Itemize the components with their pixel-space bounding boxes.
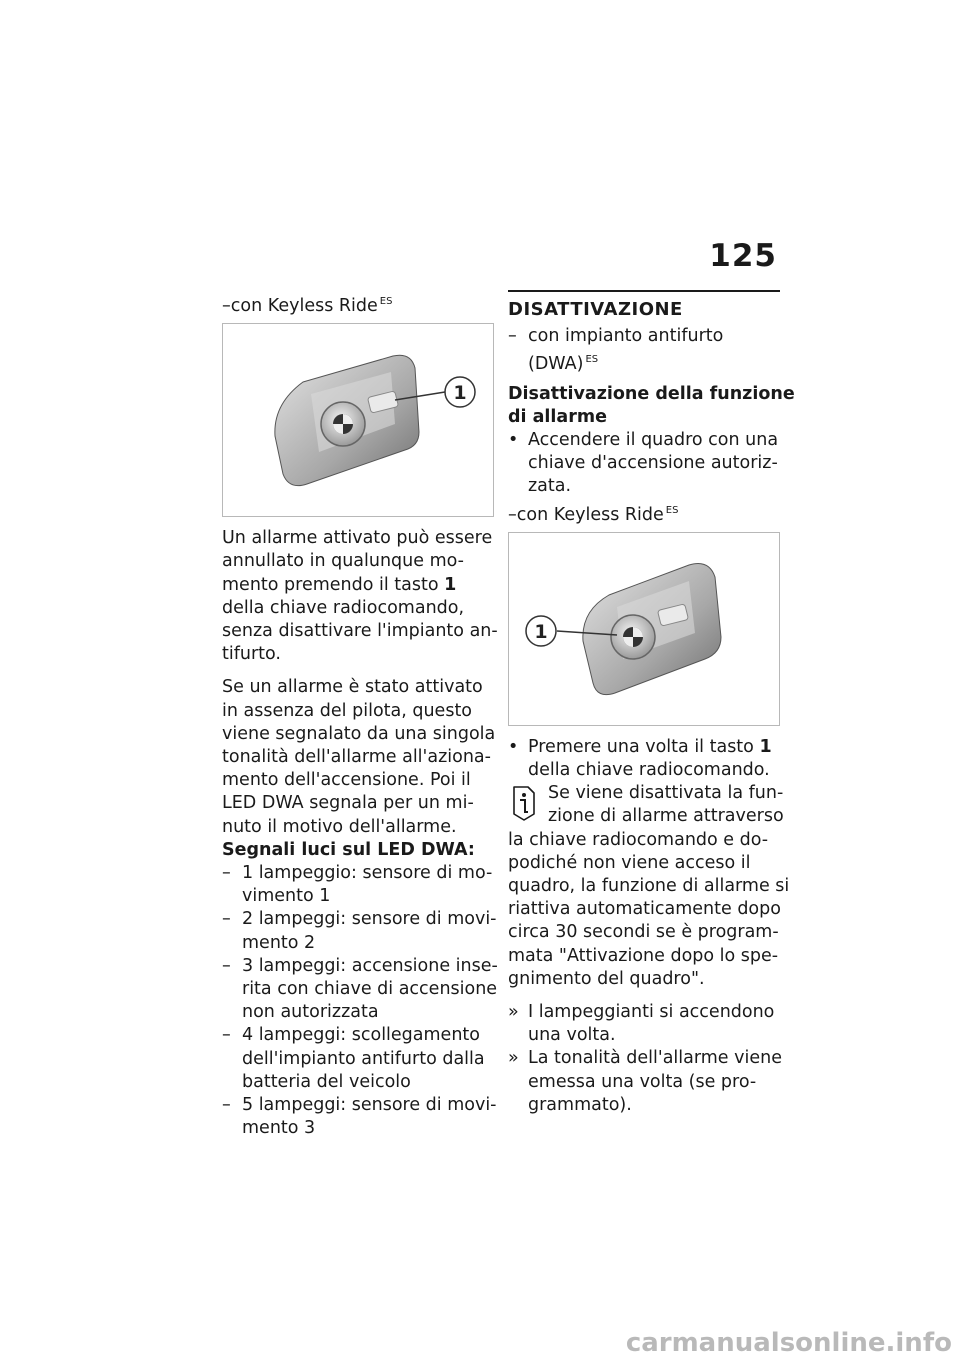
info-note: Se viene disattivata la fun- zione di allarme attraverso la chiave radiocomando e do- podiché non viene acceso il quadro, la funzione di allarme si riattiva automaticamente dopo circa 30 secondi se è program- mata "Attivazione dopo lo spe- gnimento del quadro". xyxy=(508,783,790,989)
list-item: – 5 lampeggi: sensore di movi- mento 3 xyxy=(222,1095,497,1139)
right-column xyxy=(508,290,795,1117)
result-list xyxy=(508,1001,780,1117)
subheading: Disattivazione della funzione di allarme xyxy=(508,383,795,427)
list-item: – 4 lampeggi: scollegamento dell'impianto antifurto dalla batteria del veicolo xyxy=(222,1025,485,1092)
info-icon xyxy=(510,784,538,822)
step-ignition: • Accendere il quadro con una chiave d'accensione autoriz- zata. xyxy=(508,430,779,497)
callout-1-label: 1 xyxy=(453,382,467,405)
list-item: – 1 lampeggio: sensore di mo- vimento 1 xyxy=(222,863,493,907)
callout-1-label: 1 xyxy=(534,620,548,643)
page-number: 125 xyxy=(709,238,777,274)
keyless-condition-right: –con Keyless Ride $^{ES}$ xyxy=(508,504,679,525)
button-ref-1: 1 xyxy=(759,736,772,757)
led-signals-heading: Segnali luci sul LED DWA: xyxy=(222,839,475,860)
list-item: » La tonalità dell'allarme viene emessa una volta (se pro- grammato). xyxy=(508,1048,782,1115)
list-item: – 2 lampeggi: sensore di movi- mento 2 xyxy=(222,909,497,953)
para-cancel-alarm: Un allarme attivato può essere annullato in qualunque mo- mento premendo il tasto 1 della chiave radiocomando, senza disattivare l'impianto an- tifurto. xyxy=(222,528,498,665)
list-item: – 3 lampeggi: accensione inse- rita con chiave di accensione non autorizzata xyxy=(222,955,498,1023)
step-press-button: • Premere una volta il tasto 1 della chiave radiocomando. xyxy=(508,736,772,781)
key-fob-illustration xyxy=(509,533,779,725)
list-item: » I lampeggianti si accendono una volta. xyxy=(508,1002,775,1046)
key-fob-figure-left xyxy=(222,323,494,517)
led-signal-list xyxy=(222,862,498,1140)
section-heading: DISATTIVAZIONE xyxy=(508,290,780,321)
dwa-condition: – con impianto antifurto (DWA) $^{ES}$ xyxy=(508,326,724,375)
keyless-condition: –con Keyless Ride $^{ES}$ xyxy=(222,296,393,316)
left-column xyxy=(222,290,498,1140)
para-alarm-absence: Se un allarme è stato attivato in assenza del pilota, questo viene segnalato da una singola tonalità dell'allarme all'aziona- mento dell'accensione. Poi il LED DWA segnala per un mi- nuto il motivo dell'allarme. xyxy=(222,677,496,837)
watermark: carmanualsonline.info xyxy=(625,1328,952,1358)
button-ref-1: 1 xyxy=(444,574,457,595)
key-fob-figure-right xyxy=(508,532,780,726)
key-fob-illustration xyxy=(223,324,493,516)
